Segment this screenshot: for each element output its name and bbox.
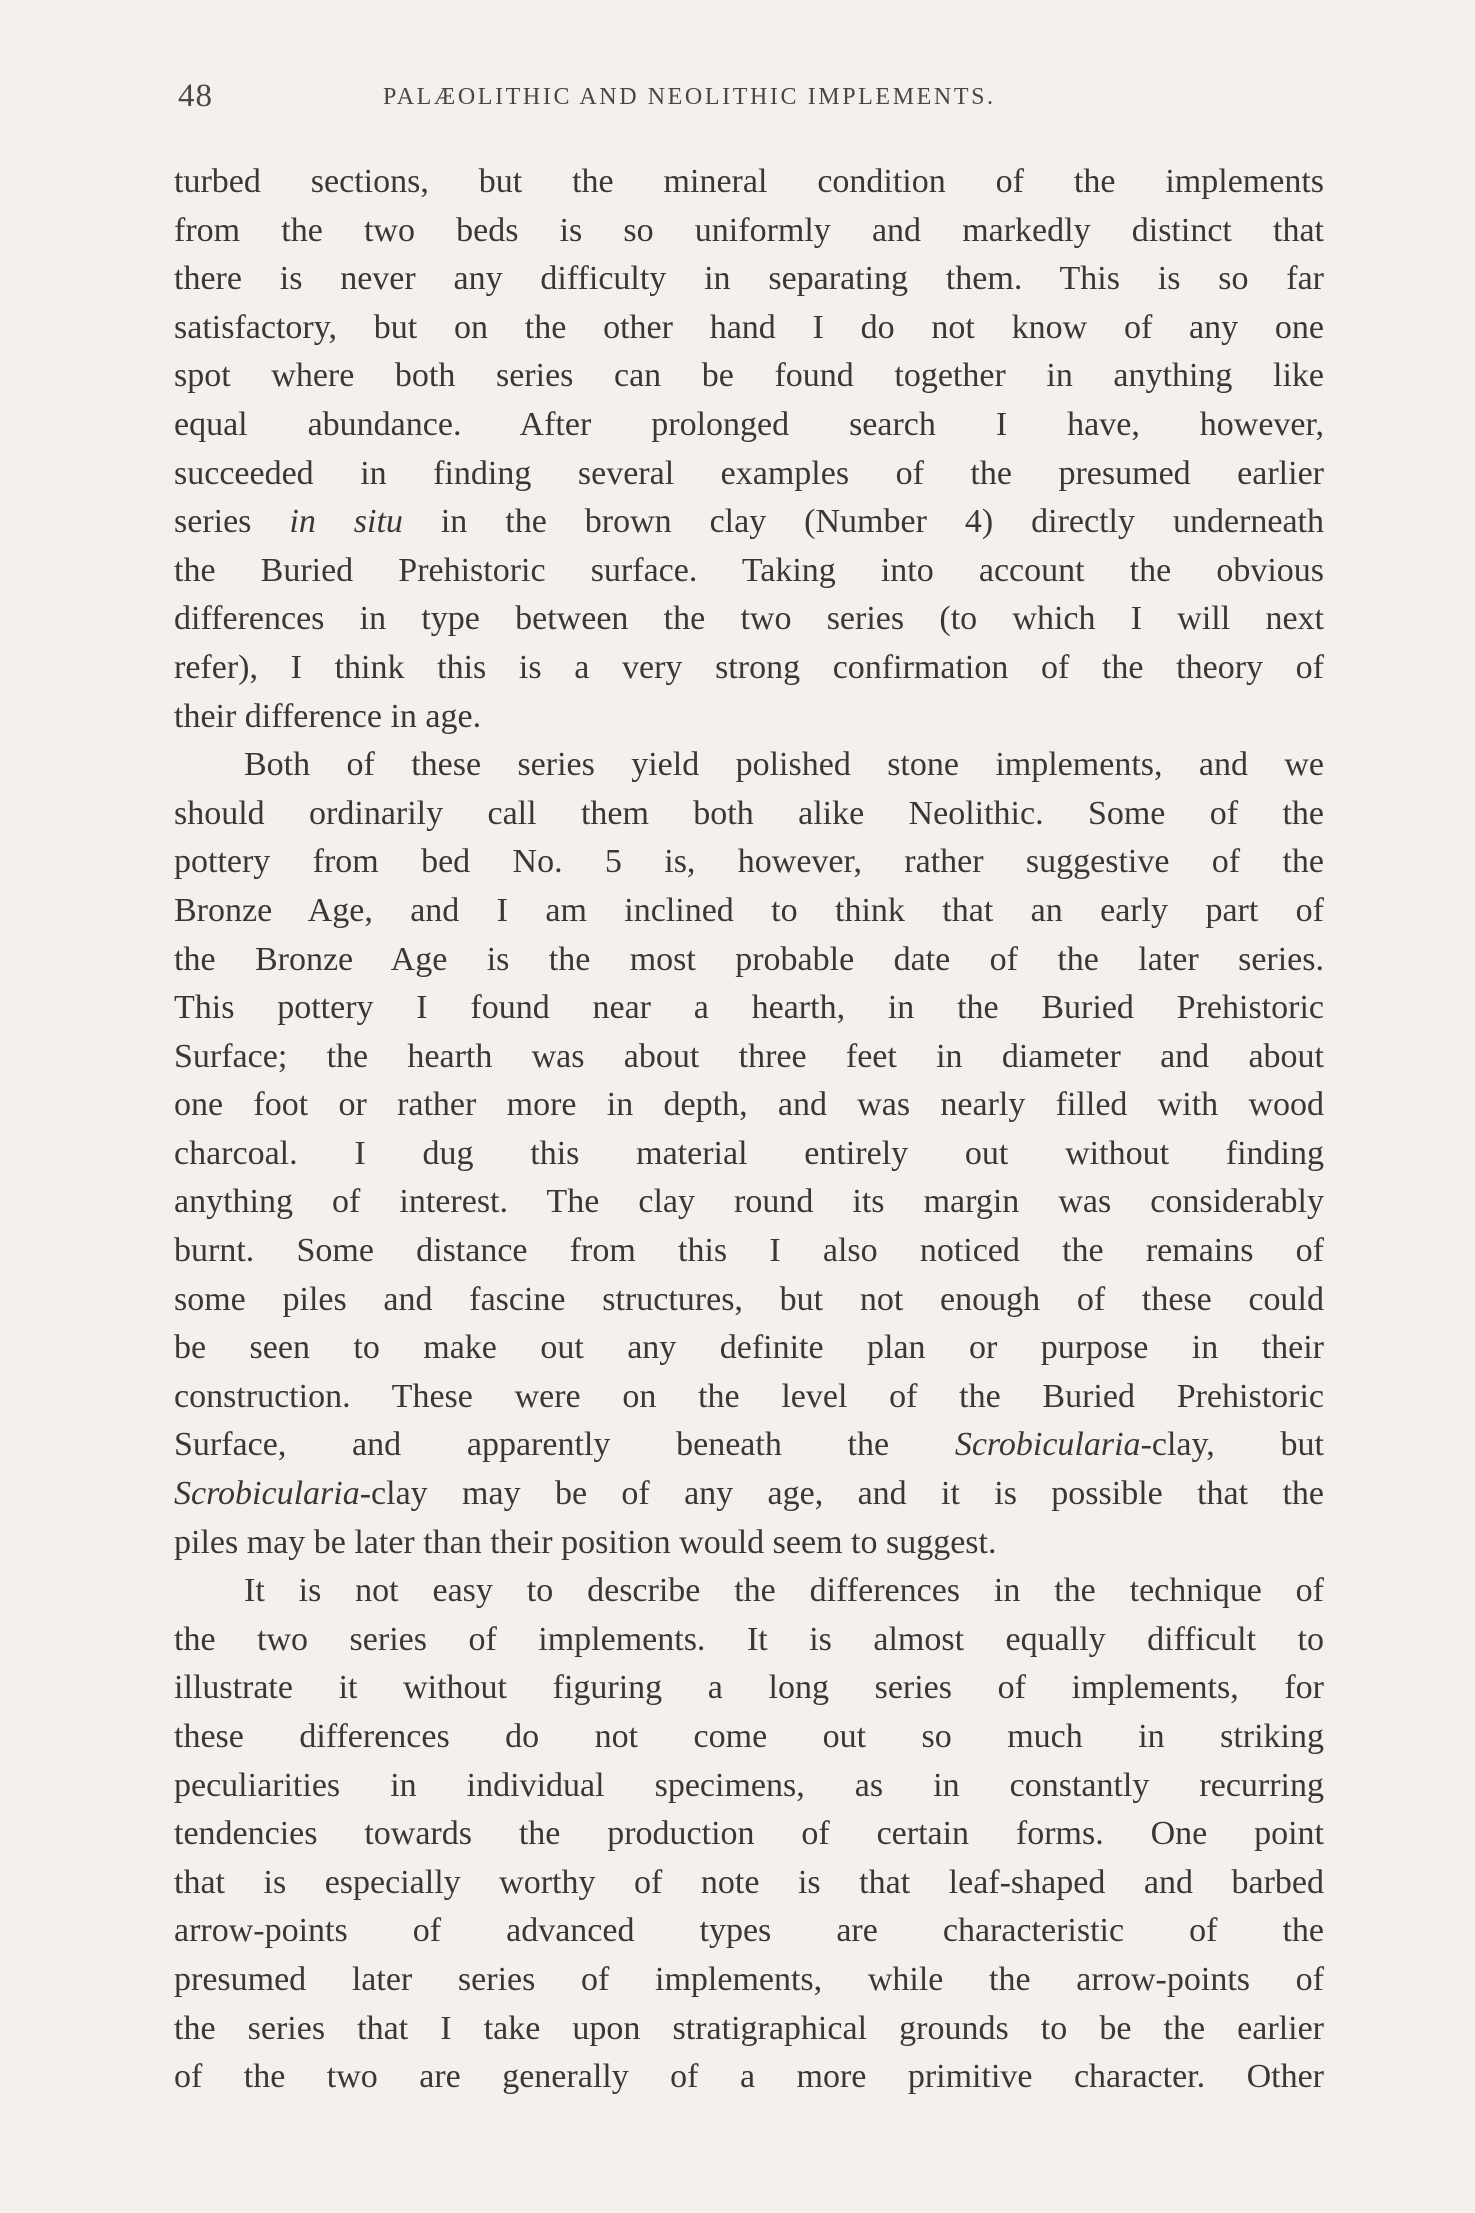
text-line: anything of interest. The clay round its margin was considerably — [174, 1183, 1324, 1221]
page-number: 48 — [178, 78, 213, 114]
text-line: arrow-points of advanced types are characteristic of the — [174, 1912, 1324, 1950]
text-line: Surface; the hearth was about three feet in diameter and about — [174, 1037, 1324, 1075]
text-line: peculiarities in individual specimens, as in constantly recurring — [174, 1766, 1324, 1804]
running-title: PALÆOLITHIC AND NEOLITHIC IMPLEMENTS. — [383, 84, 996, 110]
text-line: Bronze Age, and I am inclined to think that an early part of — [174, 891, 1324, 929]
text-line: satisfactory, but on the other hand I do not know of any one — [174, 308, 1324, 346]
text-line: that is especially worthy of note is that leaf-shaped and barbed — [174, 1863, 1324, 1901]
text-line: the two series of implements. It is almost equally difficult to — [174, 1620, 1324, 1658]
text-line: burnt. Some distance from this I also noticed the remains of — [174, 1232, 1324, 1270]
text-line: construction. These were on the level of the Buried Prehistoric — [174, 1377, 1324, 1415]
text-line: succeeded in finding several examples of the presumed earlier — [174, 454, 1324, 492]
text-line: turbed sections, but the mineral condition of the implements — [174, 163, 1324, 200]
text-line: series in situ in the brown clay (Number 4) directly underneath — [174, 503, 1324, 541]
text-line: This pottery I found near a hearth, in the Buried Prehistoric — [174, 989, 1324, 1027]
text-line: equal abundance. After prolonged search I have, however, — [174, 405, 1324, 443]
text-line: piles may be later than their position would seem to suggest. — [174, 1523, 997, 1561]
text-line: these differences do not come out so much in striking — [174, 1718, 1324, 1755]
text-line: Both of these series yield polished stone implements, and we — [244, 746, 1324, 784]
body-text — [174, 158, 1324, 2102]
italic-term: Scrobicularia — [954, 1426, 1141, 1464]
text-line: from the two beds is so uniformly and markedly distinct that — [174, 211, 1324, 249]
text-line: It is not easy to describe the differences in the technique of — [244, 1572, 1324, 1610]
text-line: differences in type between the two series (to which I will next — [174, 600, 1324, 638]
text-line: tendencies towards the production of certain forms. One point — [174, 1815, 1324, 1853]
text-line: of the two are generally of a more primitive character. Other — [174, 2058, 1324, 2096]
text-line: the Bronze Age is the most probable date of the later series. — [174, 940, 1324, 978]
text-line: one foot or rather more in depth, and was nearly filled with wood — [174, 1086, 1324, 1124]
italic-term: Scrobicularia — [174, 1475, 360, 1513]
text-line: Surface, and apparently beneath the Scrobicularia-clay, but — [174, 1426, 1324, 1464]
text-line: pottery from bed No. 5 is, however, rather suggestive of the — [174, 843, 1324, 881]
italic-term: in situ — [289, 503, 403, 541]
text-line: presumed later series of implements, while the arrow-points of — [174, 1960, 1324, 1998]
text-line: some piles and fascine structures, but not enough of these could — [174, 1280, 1324, 1318]
text-line: refer), I think this is a very strong confirmation of the theory of — [174, 648, 1324, 686]
text-line: charcoal. I dug this material entirely out without finding — [174, 1134, 1324, 1172]
text-line: their difference in age. — [174, 697, 482, 735]
text-line: there is never any difficulty in separating them. This is so far — [174, 260, 1324, 298]
text-line: be seen to make out any definite plan or purpose in their — [174, 1329, 1324, 1367]
text-line: illustrate it without figuring a long series of implements, for — [174, 1669, 1324, 1707]
text-line: the Buried Prehistoric surface. Taking into account the obvious — [174, 551, 1324, 589]
text-line: should ordinarily call them both alike Neolithic. Some of the — [174, 794, 1324, 832]
running-head — [178, 78, 1178, 118]
text-line: spot where both series can be found together in anything like — [174, 357, 1324, 395]
text-line: the series that I take upon stratigraphical grounds to be the earlier — [174, 2009, 1324, 2047]
text-line: Scrobicularia-clay may be of any age, and it is possible that the — [174, 1475, 1324, 1513]
